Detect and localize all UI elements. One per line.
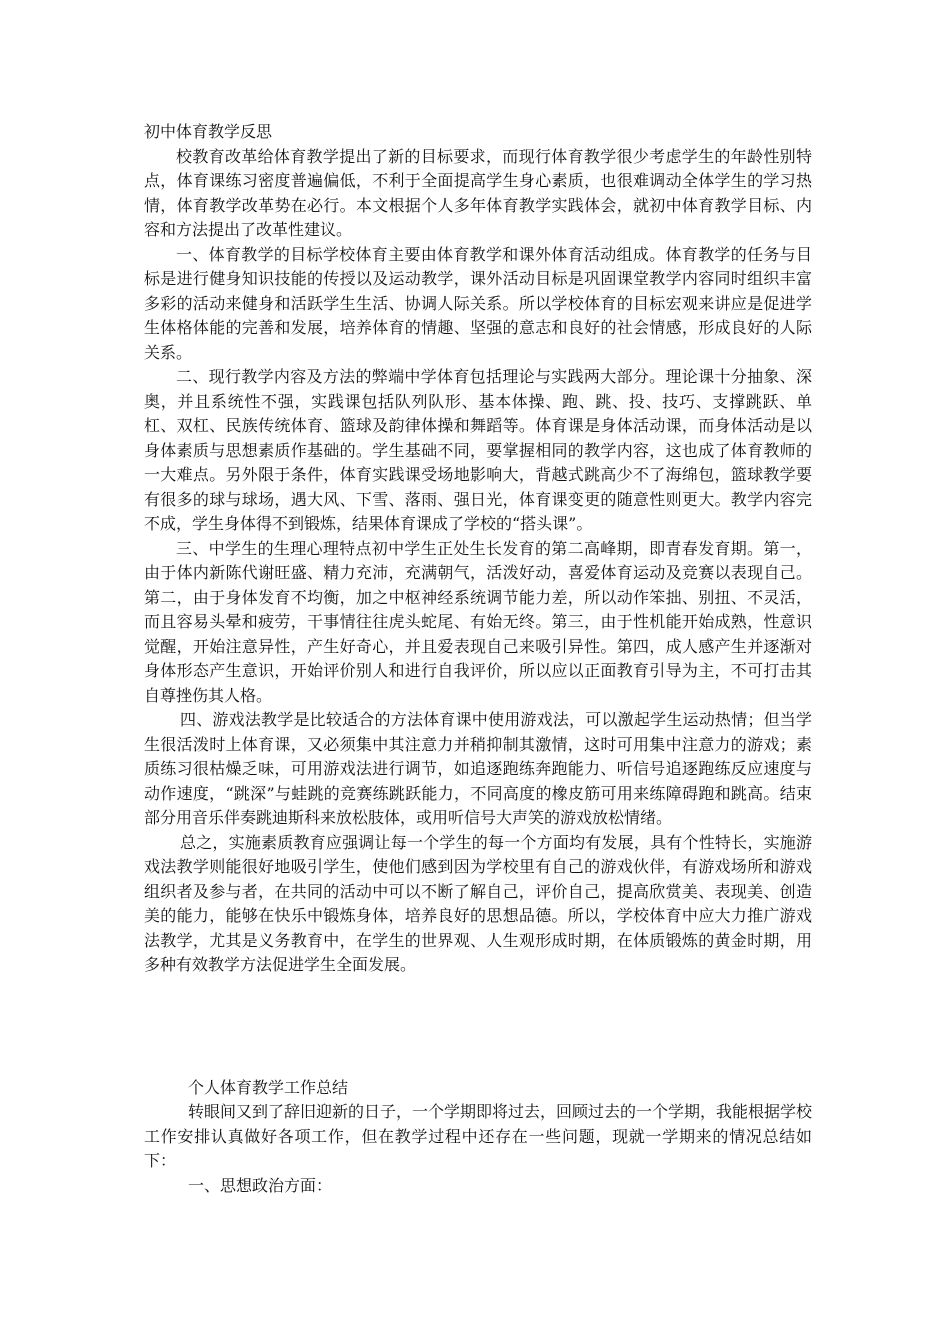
second-heading: 一、思想政治方面：: [188, 1175, 333, 1195]
paragraph-section-4: 四、游戏法教学是比较适合的方法体育课中使用游戏法，可以激起学生运动热情；但当学生很活泼时上体育课，又必须集中其注意力并稍抑制其激情，这时可用集中注意力的游戏；素质练习很枯燥乏味，可用游戏法进行调节，如追逐跑练奔跑能力、听信号追逐跑练反应速度与动作速度，“跳深”与蛙跳的竞赛练跳跃能力，不同高度的橡皮筋可用来练障碍跑和跳高。结束部分用音乐伴奏跳迪斯科来放松肢体，或用听信号大声笑的游戏放松情绪。: [144, 710, 812, 827]
second-document-title: 个人体育教学工作总结: [188, 1077, 349, 1097]
paragraph-section-1: 一、体育教学的目标学校体育主要由体育教学和课外体育活动组成。体育教学的任务与目标是进行健身知识技能的传授以及运动教学，课外活动目标是巩固课堂教学内容同时组织丰富多彩的活动来健身和活跃学生生活、协调人际关系。所以学校体育的目标宏观来讲应是促进学生体格体能的完善和发展，培养体育的情趣、坚强的意志和良好的社会情感，形成良好的人际关系。: [144, 244, 812, 362]
paragraph-section-2: 二、现行教学内容及方法的弊端中学体育包括理论与实践两大部分。理论课十分抽象、深奥，并且系统性不强，实践课包括队列队形、基本体操、跑、跳、投、技巧、支撑跳跃、单杠、双杠、民族传统体育、篮球及韵律体操和舞蹈等。体育课是身体活动课，而身体活动是以身体素质与思想素质作基础的。学生基础不同，要掌握相同的教学内容，这也成了体育教师的一大难点。另外限于条件，体育实践课受场地影响大，背越式跳高少不了海绵包，篮球教学要有很多的球与球场，遇大风、下雪、落雨、强日光，体育课变更的随意性则更大。教学内容完不成，学生身体得不到锻炼，结果体育课成了学校的“搭头课”。: [144, 367, 812, 533]
document-title: 初中体育教学反思: [144, 122, 273, 141]
paragraph-conclusion: 总之，实施素质教育应强调让每一个学生的每一个方面均有发展，具有个性特长，实施游戏法教学则能很好地吸引学生，使他们感到因为学校里有自己的游戏伙伴，有游戏场所和游戏组织者及参与者，在共同的活动中可以不断了解自己，评价自己，提高欣赏美、表现美、创造美的能力，能够在快乐中锻炼身体，培养良好的思想品德。所以，学校体育中应大力推广游戏法教学，尤其是义务教育中，在学生的世界观、人生观形成时期，在体质锻炼的黄金时期，用多种有效教学方法促进学生全面发展。: [144, 832, 812, 974]
document-body: [144, 120, 812, 1198]
section-spacer: [144, 978, 812, 1076]
paragraph-intro: 校教育改革给体育教学提出了新的目标要求，而现行体育教学很少考虑学生的年龄性别特点，体育课练习密度普遍偏低，不利于全面提高学生身心素质，也很难调动全体学生的学习热情，体育教学改革势在必行。本文根据个人多年体育教学实践体会，就初中体育教学目标、内容和方法提出了改革性建议。: [144, 146, 812, 239]
paragraph-section-3: 三、中学生的生理心理特点初中学生正处生长发育的第二高峰期，即青春发育期。第一，由于体内新陈代谢旺盛、精力充沛，充满朝气，活泼好动，喜爱体育运动及竞赛以表现自己。第二，由于身体发育不均衡，加之中枢神经系统调节能力差，所以动作笨拙、别扭、不灵活，而且容易头晕和疲劳，干事情往往虎头蛇尾、有始无终。第三，由于性机能开始成熟，性意识觉醒，开始注意异性，产生好奇心，并且爱表现自己来吸引异性。第四，成人感产生并逐渐对身体形态产生意识，开始评价别人和进行自我评价，所以应以正面教育引导为主，不可打击其自尊挫伤其人格。: [144, 538, 812, 705]
second-paragraph: 转眼间又到了辞旧迎新的日子，一个学期即将过去，回顾过去的一个学期，我能根据学校工作安排认真做好各项工作，但在教学过程中还存在一些问题，现就一学期来的情况总结如下：: [144, 1102, 813, 1170]
